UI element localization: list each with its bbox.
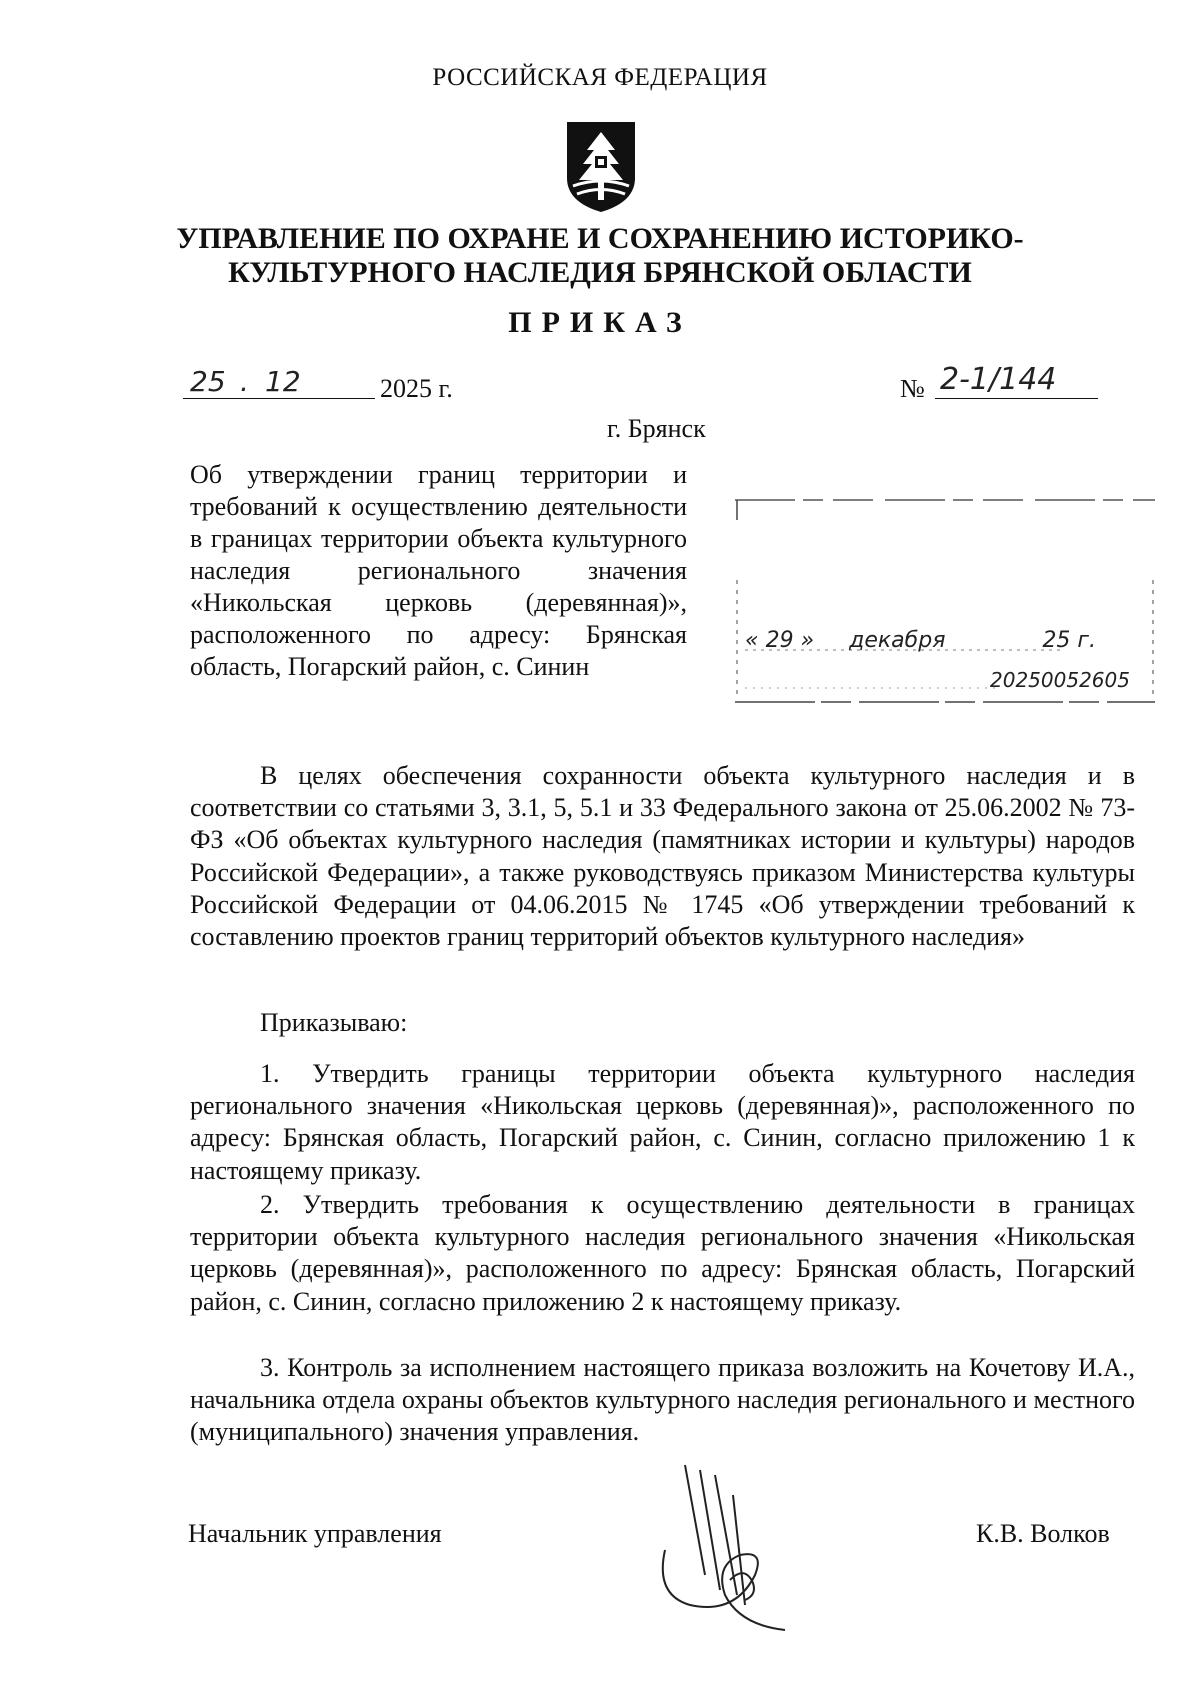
date-day: 25: [190, 365, 226, 398]
preamble-paragraph: В целях обеспечения сохранности объекта культурного наследия и в соответствии со статьями 3, 3.1, 5, 5.1 и 33 Федерального закона от 25.06.2002 № 73-ФЗ «Об объектах культурного наследия (памятниках истории и культуры) народов Российской Федерации», а также руководствуясь приказом Министерства культуры Российской Федерации от 04.06.2015 № 1745 «Об утверждении требований к составлению проектов границ территорий объектов культурного наследия»: [190, 761, 1135, 952]
coat-of-arms-icon: [563, 118, 639, 214]
stamp-date-day: « 29 »: [745, 628, 815, 653]
order-item-3: 3. Контроль за исполнением настоящего приказа возложить на Кочетову И.А., начальника отдела охраны объектов культурного наследия регионального и местного (муниципального) значения управления.: [190, 1353, 1135, 1447]
number-label: №: [900, 374, 925, 403]
document-type: ПРИКАЗ: [508, 306, 692, 339]
date-separator: .: [240, 365, 249, 398]
date-month: 12: [265, 365, 301, 398]
date-year: 2025 г.: [380, 374, 453, 403]
order-item-2: 2. Утвердить требования к осуществлению деятельности в границах территории объекта культурного наследия регионального значения «Никольская церковь (деревянная)», расположенного по адресу: Брянская область, Погарский район, с. Синин, согласно приложению 2 к настоящему приказу.: [190, 1190, 1135, 1316]
date-underline: [183, 398, 375, 399]
order-item-1: 1. Утвердить границы территории объекта культурного наследия регионального значения «Никольская церковь (деревянная)», расположенного по адресу: Брянская область, Погарский район, с. Синин, согласно приложению 1 к настоящему приказу.: [190, 1059, 1135, 1185]
agency-name-line-1: УПРАВЛЕНИЕ ПО ОХРАНЕ И СОХРАНЕНИЮ ИСТОРИКО-: [176, 222, 1024, 255]
stamp-date-year: 25 г.: [1042, 628, 1096, 653]
signatory-name: К.В. Волков: [976, 1519, 1110, 1548]
agency-name: [0, 222, 1200, 290]
agency-name-line-2: КУЛЬТУРНОГО НАСЛЕДИЯ БРЯНСКОЙ ОБЛАСТИ: [228, 256, 972, 289]
stamp-registration-number: 20250052605: [990, 668, 1130, 692]
handwritten-signature: [645, 1455, 795, 1635]
stamp-date-month: декабря: [849, 628, 946, 653]
number-underline: [935, 398, 1098, 399]
signatory-title: Начальник управления: [188, 1519, 442, 1548]
order-word: Приказываю:: [260, 1008, 408, 1037]
order-subject: Об утверждении границ территории и требований к осуществлению деятельности в границах территории объекта культурного наследия регионального значения «Никольская церковь (деревянная)», расположенного по адресу: Брянская область, Погарский район, с. Синин: [190, 460, 687, 681]
city: г. Брянск: [607, 414, 706, 443]
country-header: РОССИЙСКАЯ ФЕДЕРАЦИЯ: [432, 64, 768, 91]
order-number: 2-1/144: [940, 362, 1057, 397]
stamp-date: [745, 628, 1096, 653]
